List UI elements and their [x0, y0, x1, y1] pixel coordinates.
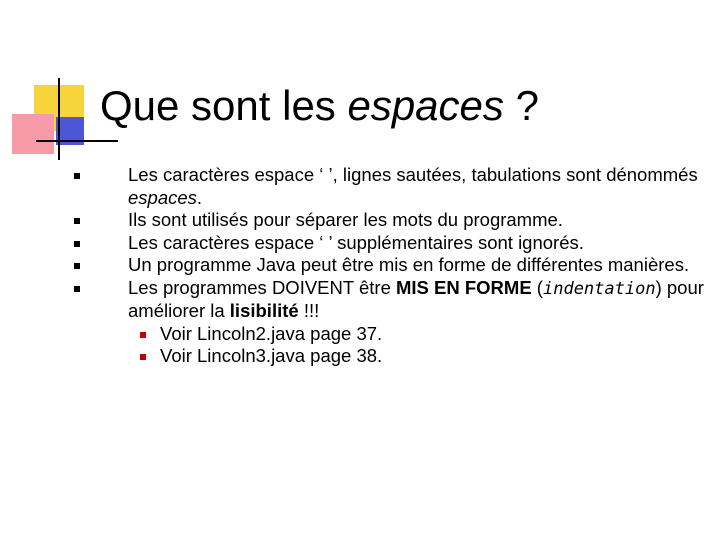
bullet-text: (	[531, 276, 543, 298]
bullet-text: Un programme Java peut être mis en forme de différentes manières.	[128, 254, 690, 275]
title-suffix: ?	[503, 82, 539, 129]
square-bullet-icon	[140, 354, 146, 360]
bullet-text: Les caractères espace ‘ ’, lignes sautées, tabulations sont dénommés	[128, 164, 698, 185]
bullet-item	[0, 254, 718, 277]
bullet-bold: MIS EN FORME	[396, 276, 532, 298]
bullet-text-end: .	[196, 186, 203, 208]
square-bullet-icon	[74, 263, 80, 269]
logo-pink-square	[12, 114, 54, 154]
title-text: Que sont les	[100, 82, 348, 129]
bullet-item	[0, 209, 718, 232]
bullet-list	[0, 164, 720, 368]
sub-bullet-item	[128, 345, 718, 368]
square-bullet-icon	[74, 286, 80, 292]
bullet-item	[0, 277, 718, 368]
sub-bullet-text: Voir Lincoln2.java page 37.	[160, 322, 383, 344]
bullet-bold: lisibilité	[229, 300, 299, 321]
sub-bullet-item	[128, 323, 718, 346]
bullet-text: Les programmes DOIVENT être	[128, 276, 396, 298]
bullet-text: Les caractères espace ‘ ’ supplémentaires sont ignorés.	[128, 231, 584, 253]
slide-title	[100, 80, 539, 132]
sub-bullet-text: Voir Lincoln3.java page 38.	[160, 345, 383, 366]
bullet-text: ) pour améliorer la	[128, 276, 704, 321]
bullet-text: !!!	[298, 300, 320, 321]
sub-bullet-list	[128, 323, 718, 368]
title-emphasis: espaces	[347, 82, 504, 129]
square-bullet-icon	[74, 173, 80, 179]
square-bullet-icon	[140, 332, 146, 338]
bullet-italic: indentation	[542, 278, 656, 299]
bullet-item	[0, 232, 718, 255]
square-bullet-icon	[74, 218, 80, 224]
bullet-item	[0, 164, 718, 209]
bullet-text: Ils sont utilisés pour séparer les mots du programme.	[128, 209, 563, 230]
bullet-emphasis: espaces	[128, 186, 197, 208]
square-bullet-icon	[74, 241, 80, 247]
